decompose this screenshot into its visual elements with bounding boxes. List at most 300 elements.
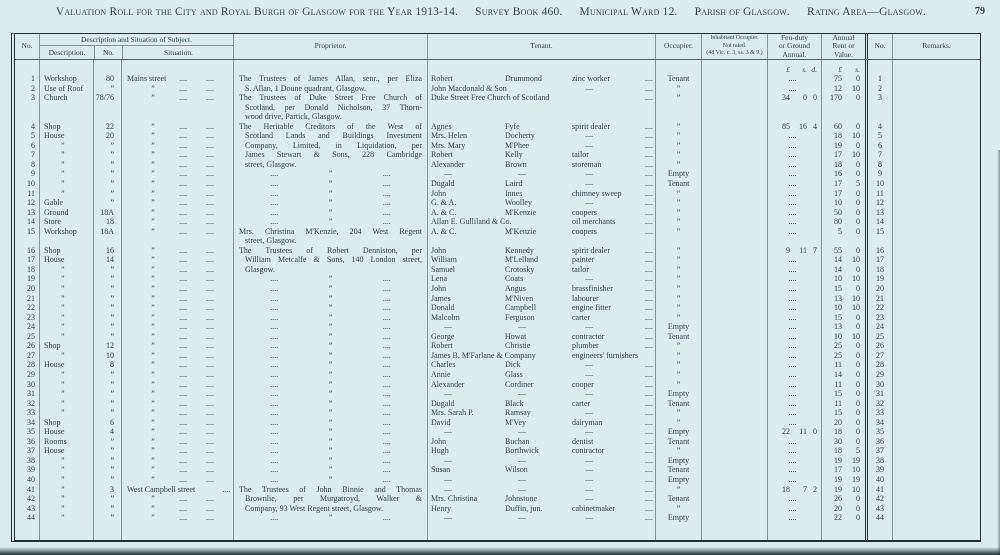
cell-street-number: 78/76 [93, 93, 121, 103]
rent-shillings: 0 [856, 360, 860, 370]
cell-feu-duty [767, 160, 821, 170]
tenant-occupation: — [585, 274, 593, 284]
rent-shillings: 0 [856, 188, 860, 198]
cell-feu-duty [767, 112, 821, 122]
table-row [15, 198, 980, 208]
cell-tenant [427, 322, 655, 332]
leader-dots: .... [645, 455, 653, 465]
feu-pence: 2 [813, 484, 817, 494]
cell-remarks [892, 475, 980, 485]
rent-pounds: 15 [834, 312, 842, 322]
leader-dots: .... [788, 312, 797, 322]
leader-dots: .... [179, 350, 187, 360]
tenant-forename [431, 236, 505, 246]
cell-feu-duty [767, 465, 821, 475]
cell-feu-duty [767, 408, 821, 418]
cell-description: ” [39, 160, 93, 170]
cell-annual-rent [821, 160, 865, 170]
cell-street-number: ” [93, 294, 121, 304]
cell-inhabitant-occupier [701, 74, 767, 84]
cell-proprietor [233, 294, 427, 304]
cell-entry-number-right: 34 [865, 418, 892, 428]
leader-dots: .... [206, 436, 214, 446]
cell-entry-number-right: 40 [865, 475, 892, 485]
situation-text: Mains street [127, 74, 167, 83]
unit-pence: d. [811, 65, 817, 74]
cell-remarks [892, 313, 980, 323]
tenant-occupation: — [585, 360, 593, 370]
tenant-forename: David [431, 417, 451, 427]
cell-tenant [427, 485, 655, 495]
leader-dots: .... [206, 217, 214, 227]
tenant-occupation: cooper [572, 379, 594, 389]
leader-dots: .... [645, 494, 653, 504]
leader-dots: .... [206, 513, 214, 523]
cell-proprietor [233, 208, 427, 218]
tenant-surname [505, 93, 572, 103]
leader-dots: .... [179, 131, 187, 141]
leader-dots: .... [788, 131, 797, 141]
rent-pounds: 17 [834, 179, 842, 189]
cell-inhabitant-occupier [701, 160, 767, 170]
tenant-forename: James B. M'Farlane & Company [431, 350, 536, 360]
cell-situation [121, 313, 233, 323]
leader-dots: .... [270, 350, 279, 360]
cell-feu-duty [767, 437, 821, 447]
cell-inhabitant-occupier [701, 322, 767, 332]
leader-dots: .... [382, 341, 391, 351]
cell-inhabitant-occupier [701, 122, 767, 132]
rent-shillings: 0 [856, 217, 860, 227]
leader-dots: .... [382, 274, 391, 284]
cell-entry-number: 38 [27, 455, 35, 465]
tenant-surname [505, 112, 572, 122]
situation-text: ” [151, 341, 155, 351]
cell-inhabitant-occupier [701, 227, 767, 237]
cell-description: ” [39, 485, 93, 495]
cell-tenant [427, 504, 655, 514]
tenant-surname: — [518, 322, 526, 332]
cell-street-number: ” [93, 437, 121, 447]
cell-annual-rent [821, 141, 865, 151]
tenant-occupation: cabinetmaker [572, 503, 616, 513]
tenant-forename: — [444, 513, 452, 523]
cell-occupier: Empty [655, 169, 701, 179]
situation-text: ” [151, 245, 155, 255]
leader-dots: .... [645, 169, 653, 179]
table-row [15, 475, 980, 485]
situation-text [127, 236, 179, 246]
rent-pounds: 15 [834, 389, 842, 399]
cell-proprietor [233, 494, 427, 504]
cell-occupier: Tenant [655, 465, 701, 475]
table-row [15, 150, 980, 160]
cell-feu-duty [767, 217, 821, 227]
cell-feu-duty [767, 274, 821, 284]
leader-dots [195, 485, 222, 495]
leader-dots: .... [382, 207, 391, 217]
leader-dots: .... [788, 284, 797, 294]
cell-entry-number-right: 38 [865, 456, 892, 466]
cell-occupier: ” [655, 351, 701, 361]
cell-street-number: 20 [93, 131, 121, 141]
cell-entry-number-right: 36 [865, 437, 892, 447]
cell-street-number: ” [93, 399, 121, 409]
unit-shilling: s. [855, 65, 860, 74]
leader-dots: .... [179, 465, 187, 475]
cell-remarks [892, 485, 980, 495]
cell-inhabitant-occupier [701, 399, 767, 409]
cell-occupier: ” [655, 131, 701, 141]
cell-description: Use of Roof [39, 84, 93, 94]
rent-shillings: 0 [856, 121, 860, 131]
rent-shillings: 10 [852, 293, 860, 303]
situation-text: ” [151, 408, 155, 418]
cell-proprietor [233, 131, 427, 141]
situation-text: ” [151, 436, 155, 446]
rent-shillings: 0 [856, 264, 860, 274]
cell-occupier: Tenant [655, 494, 701, 504]
cell-feu-duty [767, 150, 821, 160]
cell-inhabitant-occupier [701, 150, 767, 160]
cell-inhabitant-occupier [701, 265, 767, 275]
rent-pounds: 19 [834, 474, 842, 484]
leader-dots: .... [788, 408, 797, 418]
cell-proprietor [233, 418, 427, 428]
cell-annual-rent [821, 456, 865, 466]
tenant-surname: Christie [505, 341, 531, 351]
leader-dots: .... [382, 427, 391, 437]
rent-pounds: 19 [834, 455, 842, 465]
leader-dots: .... [270, 427, 279, 437]
leader-dots: .... [270, 179, 279, 189]
rent-shillings: 5 [856, 179, 860, 189]
cell-inhabitant-occupier [701, 351, 767, 361]
cell-proprietor [233, 112, 427, 122]
feu-pounds: 85 [782, 121, 790, 131]
tenant-occupation: — [585, 455, 593, 465]
leader-dots: .... [788, 74, 797, 83]
rent-pounds: 25 [834, 350, 842, 360]
cell-annual-rent [821, 494, 865, 504]
cell-occupier: Empty [655, 456, 701, 466]
cell-entry-number-right: 28 [865, 360, 892, 370]
cell-occupier: ” [655, 380, 701, 390]
tenant-occupation: engine fitter [572, 303, 611, 313]
tenant-surname: Woolley [505, 198, 532, 208]
cell-annual-rent [821, 513, 865, 523]
leader-dots: .... [179, 379, 187, 389]
cell-description: House [39, 427, 93, 437]
cell-situation [121, 189, 233, 199]
cell-description: Ground [39, 208, 93, 218]
cell-inhabitant-occupier [701, 456, 767, 466]
ditto-mark: ” [328, 465, 333, 475]
cell-description: Church [39, 93, 93, 103]
cell-occupier: Empty [655, 427, 701, 437]
ditto-mark: ” [328, 188, 333, 198]
cell-annual-rent [821, 246, 865, 256]
rent-shillings: 19 [852, 455, 860, 465]
rent-pounds: 13 [834, 293, 842, 303]
cell-entry-number: 18 [27, 264, 35, 274]
cell-entry-number: 15 [27, 226, 35, 236]
cell-remarks [892, 465, 980, 475]
cell-inhabitant-occupier [701, 446, 767, 456]
cell-situation [121, 227, 233, 237]
cell-proprietor [233, 332, 427, 342]
leader-dots: .... [645, 379, 653, 389]
leader-dots [645, 103, 655, 113]
situation-text [127, 103, 179, 113]
leader-dots: .... [270, 207, 279, 217]
cell-proprietor [233, 475, 427, 485]
leader-dots: .... [206, 207, 214, 217]
cell-tenant [427, 217, 655, 227]
cell-entry-number: 44 [27, 513, 35, 523]
ditto-mark: ” [328, 427, 333, 437]
leader-dots: .... [788, 255, 797, 265]
cell-street-number: 18 [93, 217, 121, 227]
rent-shillings: 10 [852, 131, 860, 141]
cell-inhabitant-occupier [701, 84, 767, 94]
proprietor-text: street, Glasgow. [245, 159, 297, 169]
leader-dots: .... [270, 312, 279, 322]
rent-pounds: 20 [834, 417, 842, 427]
cell-remarks [892, 399, 980, 409]
header-remarks: Remarks. [892, 34, 980, 59]
leader-dots: .... [382, 284, 391, 294]
tenant-occupation: — [585, 408, 593, 418]
cell-inhabitant-occupier [701, 370, 767, 380]
tenant-surname: Crotosky [505, 264, 535, 274]
cell-street-number: ” [93, 84, 121, 94]
cell-entry-number-right: 31 [865, 389, 892, 399]
leader-dots: .... [179, 179, 187, 189]
leader-dots: .... [179, 93, 187, 103]
cell-situation [121, 408, 233, 418]
leader-dots: .... [206, 293, 214, 303]
cell-entry-number [15, 112, 39, 122]
proprietor-text: The Trustees of Robert Denniston, per [239, 245, 422, 255]
tenant-surname: Glass [505, 369, 523, 379]
cell-occupier: Empty [655, 475, 701, 485]
cell-description: Workshop [39, 74, 93, 84]
cell-inhabitant-occupier [701, 303, 767, 313]
leader-dots: .... [788, 503, 797, 513]
rent-shillings: 0 [856, 350, 860, 360]
cell-entry-number: 20 [27, 284, 35, 294]
table-row [15, 370, 980, 380]
leader-dots: .... [206, 303, 214, 313]
leader-dots: .... [270, 408, 279, 418]
leader-dots: .... [788, 169, 797, 179]
cell-annual-rent [821, 227, 865, 237]
leader-dots: .... [179, 474, 187, 484]
situation-text: ” [151, 312, 155, 322]
cell-occupier: ” [655, 208, 701, 218]
leader-dots: .... [788, 389, 797, 399]
rent-shillings: 0 [856, 245, 860, 255]
cell-description: ” [39, 313, 93, 323]
tenant-forename: Henry [431, 503, 451, 513]
tenant-forename: Malcolm [431, 312, 460, 322]
cell-proprietor [233, 437, 427, 447]
table-row [15, 122, 980, 132]
cell-occupier: ” [655, 294, 701, 304]
cell-entry-number: 40 [27, 474, 35, 484]
cell-occupier: Tenant [655, 179, 701, 189]
ditto-mark: ” [328, 341, 333, 351]
leader-dots: .... [179, 369, 187, 379]
cell-annual-rent [821, 217, 865, 227]
table-row [15, 360, 980, 370]
cell-annual-rent [821, 389, 865, 399]
tenant-forename: George [431, 331, 455, 341]
cell-entry-number: 23 [27, 312, 35, 322]
cell-occupier: ” [655, 504, 701, 514]
cell-entry-number-right [865, 112, 892, 122]
tenant-forename: Alexander [431, 379, 465, 389]
cell-situation [121, 437, 233, 447]
leader-dots: .... [645, 408, 653, 418]
cell-situation [121, 236, 233, 246]
cell-entry-number: 42 [27, 494, 35, 504]
cell-feu-duty [767, 236, 821, 246]
cell-annual-rent [821, 122, 865, 132]
tenant-forename: — [444, 389, 452, 399]
cell-annual-rent [821, 294, 865, 304]
leader-dots: .... [382, 465, 391, 475]
leader-dots: .... [179, 159, 187, 169]
filler-cell [39, 523, 93, 540]
cell-occupier: ” [655, 198, 701, 208]
cell-annual-rent [821, 313, 865, 323]
cell-occupier: ” [655, 265, 701, 275]
leader-dots: .... [206, 360, 214, 370]
rent-pounds: 19 [834, 484, 842, 494]
cell-inhabitant-occupier [701, 341, 767, 351]
cell-entry-number: 6 [31, 140, 35, 150]
tenant-forename: Annie [431, 369, 451, 379]
rent-shillings: 0 [856, 322, 860, 332]
cell-entry-number: 11 [27, 188, 35, 198]
rent-shillings: 5 [856, 446, 860, 456]
cell-proprietor [233, 360, 427, 370]
cell-inhabitant-occupier [701, 408, 767, 418]
proprietor-text: James Stewart & Sons, 228 Cambridge [245, 150, 422, 160]
cell-street-number: ” [93, 380, 121, 390]
cell-description: ” [39, 322, 93, 332]
filler-cell [655, 523, 701, 540]
cell-occupier: ” [655, 284, 701, 294]
tenant-occupation [572, 103, 645, 113]
tenant-forename: John [431, 284, 447, 294]
leader-dots [206, 103, 233, 113]
leader-dots: .... [270, 474, 279, 484]
cell-description: Rooms [39, 437, 93, 447]
table-row [15, 160, 980, 170]
tenant-surname: — [518, 427, 526, 437]
leader-dots: .... [788, 341, 797, 351]
cell-situation [121, 198, 233, 208]
leader-dots: .... [382, 389, 391, 399]
cell-situation [121, 446, 233, 456]
leader-dots: .... [382, 179, 391, 189]
cell-entry-number: 7 [31, 150, 35, 160]
leader-dots: .... [206, 465, 214, 475]
leader-dots: .... [382, 312, 391, 322]
cell-entry-number: 5 [31, 131, 35, 141]
rent-pounds: 12 [834, 83, 842, 93]
leader-dots: .... [206, 226, 214, 236]
tenant-forename: Duke Street Free Church of Scotland [431, 93, 550, 103]
situation-text: ” [151, 503, 155, 513]
situation-text: ” [151, 513, 155, 523]
leader-dots: .... [645, 293, 653, 303]
tenant-surname: M'Phee [505, 140, 530, 150]
cell-entry-number-right: 43 [865, 504, 892, 514]
rent-pounds: 14 [834, 264, 842, 274]
rent-pounds: 75 [834, 74, 842, 83]
cell-occupier: ” [655, 274, 701, 284]
cell-feu-duty [767, 513, 821, 523]
leader-dots: .... [179, 264, 187, 274]
cell-remarks [892, 418, 980, 428]
rent-shillings: 0 [856, 74, 860, 83]
cell-remarks [892, 446, 980, 456]
table-header [15, 34, 980, 60]
cell-remarks [892, 255, 980, 265]
leader-dots: .... [270, 455, 279, 465]
tenant-occupation: — [585, 179, 593, 189]
rent-pounds: 16 [834, 169, 842, 179]
feu-shillings: 7 [803, 484, 807, 494]
cell-remarks [892, 208, 980, 218]
cell-entry-number-right: 29 [865, 370, 892, 380]
cell-situation [121, 274, 233, 284]
tenant-forename: Dugald [431, 179, 455, 189]
cell-tenant [427, 274, 655, 284]
leader-dots: .... [788, 293, 797, 303]
rent-pounds: 19 [834, 140, 842, 150]
rent-pounds: 10 [834, 331, 842, 341]
situation-text: ” [151, 494, 155, 504]
header-feu-duty [767, 34, 821, 59]
tenant-forename: John [431, 188, 447, 198]
cell-street-number: 16 [93, 246, 121, 256]
cell-feu-duty [767, 265, 821, 275]
cell-tenant [427, 112, 655, 122]
unit-pound: £ [838, 65, 842, 74]
tenant-occupation: — [585, 389, 593, 399]
leader-dots: .... [179, 341, 187, 351]
feu-pence: 4 [813, 121, 817, 131]
header-tenant: Tenant. [427, 34, 655, 59]
leader-dots [645, 112, 655, 122]
filler-cell [93, 523, 121, 540]
tenant-forename: — [444, 169, 452, 179]
situation-text: ” [151, 322, 155, 332]
header-group-title: Description and Situation of Subject. [40, 34, 233, 46]
cell-annual-rent [821, 274, 865, 284]
leader-dots: .... [270, 322, 279, 332]
tenant-surname: Buchan [505, 436, 530, 446]
proprietor-text: William Metcalfe & Sons, 140 London street, [245, 255, 422, 265]
cell-entry-number-right: 41 [865, 485, 892, 495]
cell-inhabitant-occupier [701, 380, 767, 390]
tenant-forename: Hugh [431, 446, 449, 456]
